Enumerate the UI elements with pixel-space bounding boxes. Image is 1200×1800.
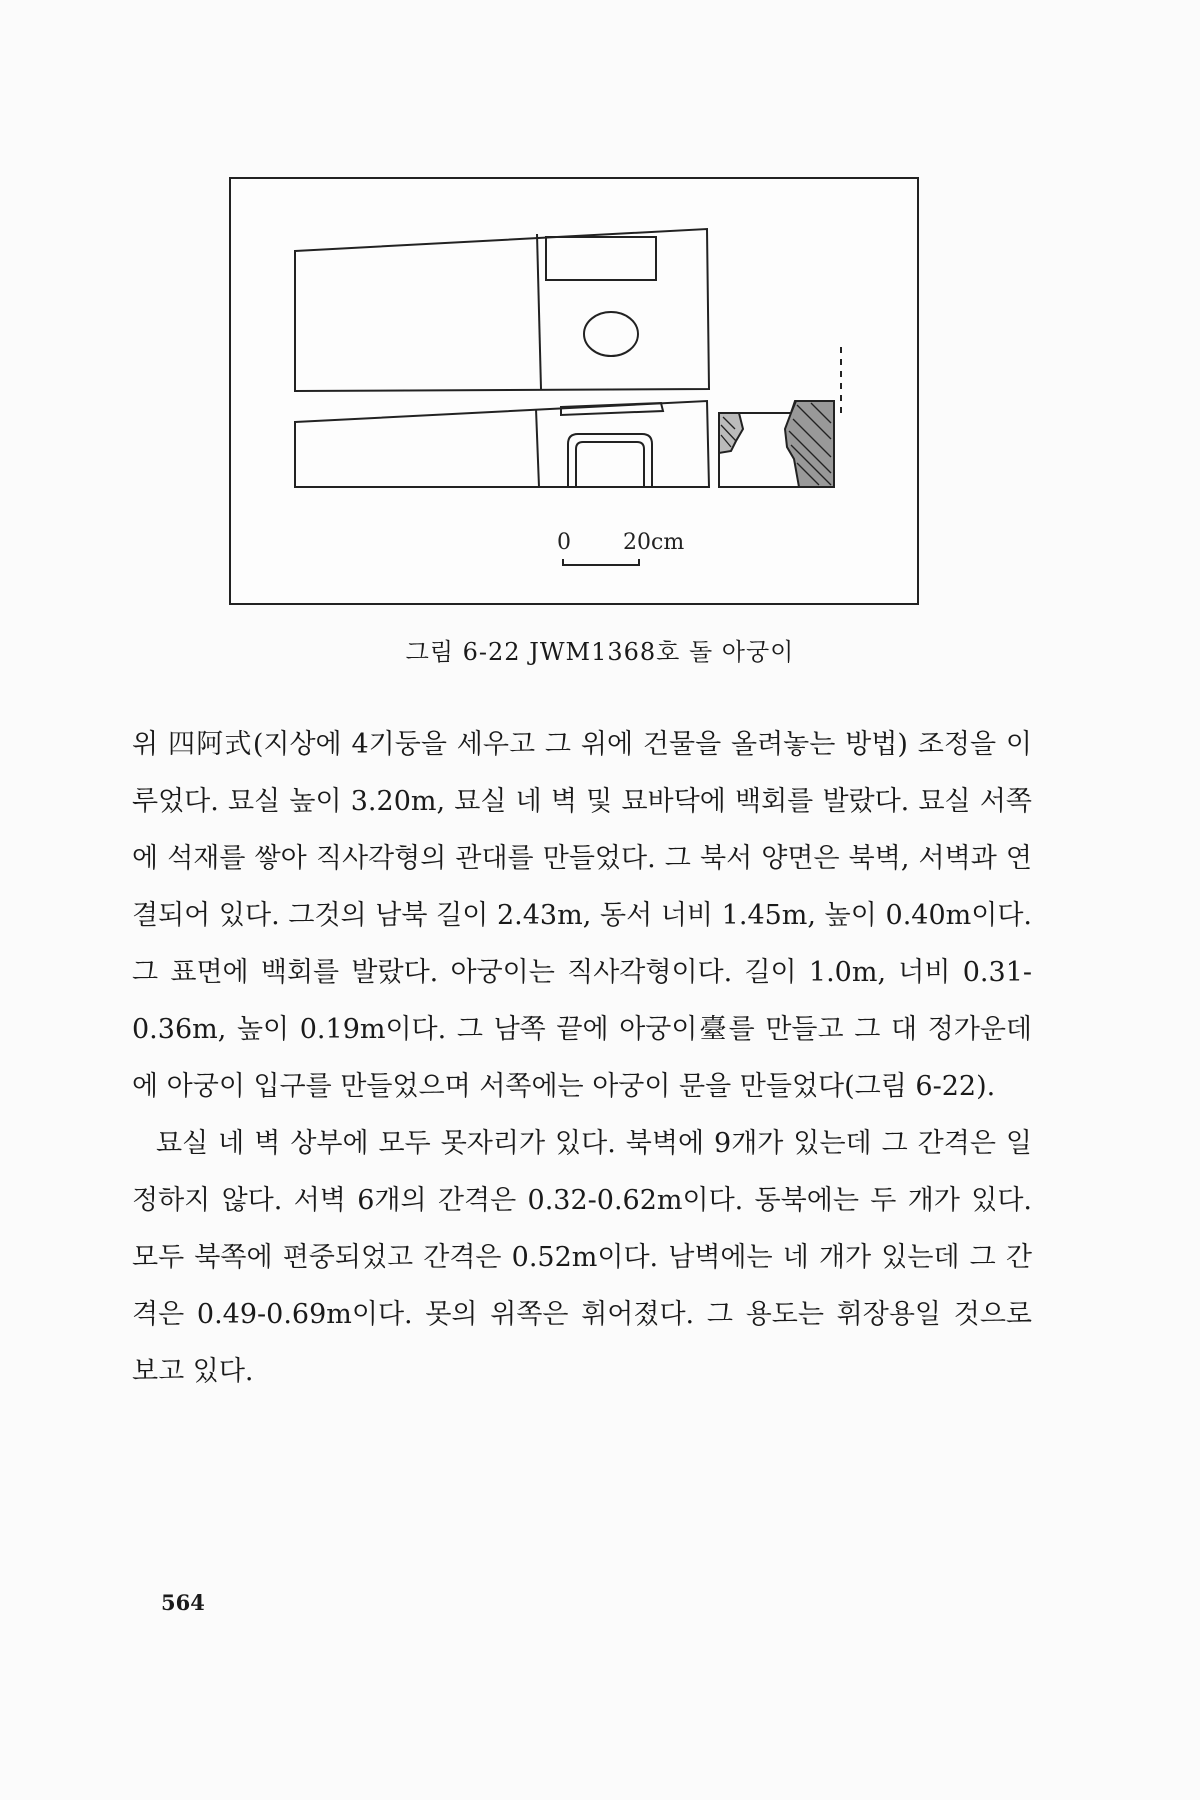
body-text xyxy=(132,716,1032,1400)
section-hatch-right xyxy=(785,401,834,487)
scale-zero-label: 0 xyxy=(557,530,571,555)
plan-flue-hole xyxy=(584,312,638,356)
paragraph-1: 위 四阿式(지상에 4기둥을 세우고 그 위에 건물을 올려놓는 방법) 조정을 이루었다. 묘실 높이 3.20m, 묘실 네 벽 및 묘바닥에 백회를 발랐다. 묘실 서쪽에 석재를 쌓아 직사각형의 관대를 만들었다. 그 북서 양면은 북벽, 서벽과 연결되어 있다. 그것의 남북 길이 2.43m, 동서 너비 1.45m, 높이 0.40m이다. 그 표면에 백회를 발랐다. 아궁이는 직사각형이다. 길이 1.0m, 너비 0.31-0.36m, 높이 0.19m이다. 그 남쪽 끝에 아궁이臺를 만들고 그 대 정가운데에 아궁이 입구를 만들었으며 서쪽에는 아궁이 문을 만들었다(그림 6-22). xyxy=(132,729,1032,1102)
elevation-divider-line xyxy=(536,409,539,487)
figure-caption: 그림 6-22 JWM1368호 돌 아궁이 xyxy=(405,638,795,666)
stone-furnace-drawing xyxy=(231,179,921,607)
plan-divider-line xyxy=(537,234,541,389)
paragraph-2: 묘실 네 벽 상부에 모두 못자리가 있다. 북벽에 9개가 있는데 그 간격은 일정하지 않다. 서벽 6개의 간격은 0.32-0.62m이다. 동북에는 두 개가 있다. 모두 북쪽에 편중되었고 간격은 0.52m이다. 남벽에는 네 개가 있는데 그 간격은 0.49-0.69m이다. 못의 위쪽은 휘어졌다. 그 용도는 휘장용일 것으로 보고 있다. xyxy=(132,1128,1032,1387)
figure-frame xyxy=(229,177,919,605)
page-number: 564 xyxy=(161,1590,205,1615)
plan-opening xyxy=(546,237,656,280)
plan-view-outline xyxy=(295,229,709,391)
elevation-view-outline xyxy=(295,401,709,487)
elevation-firebox-inner xyxy=(576,442,644,487)
scale-bar xyxy=(563,559,639,565)
scale-unit-label: 20cm xyxy=(623,530,685,555)
